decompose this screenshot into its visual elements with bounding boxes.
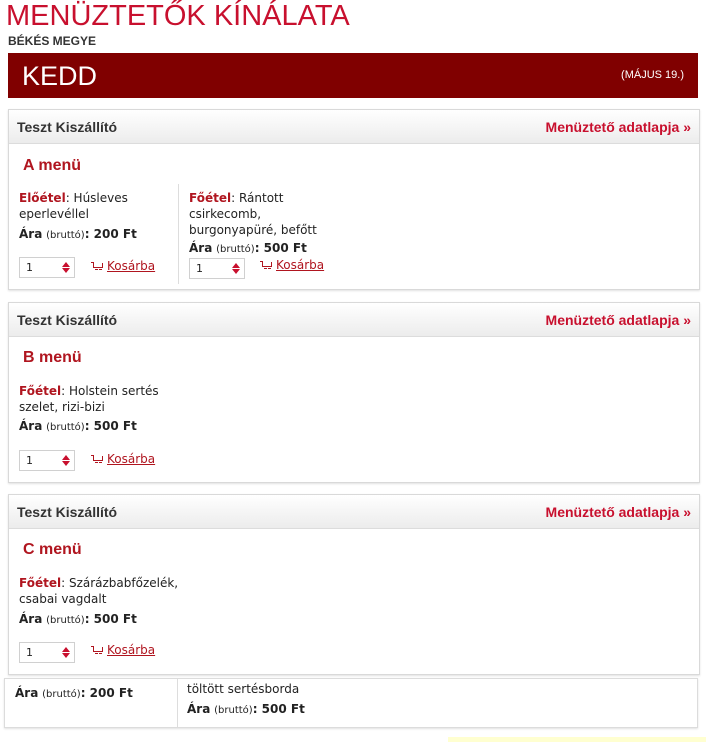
menu-title: C menü	[23, 541, 82, 558]
cart-icon	[91, 646, 103, 655]
cart-icon	[91, 262, 103, 271]
menu-item-main	[19, 575, 189, 607]
increment-icon[interactable]	[62, 647, 70, 652]
menu-title: A menü	[23, 157, 82, 174]
provider-details-link[interactable]: Menüztető adatlapja »	[545, 119, 691, 135]
highlight-strip	[448, 737, 706, 742]
partial-menu-row	[4, 678, 698, 728]
cart-icon	[91, 455, 103, 464]
decrement-icon[interactable]	[62, 461, 70, 466]
card-header	[9, 495, 699, 529]
item-price: Ára (bruttó): 500 Ft	[189, 241, 307, 255]
menu-item-main	[189, 190, 359, 238]
column-divider	[177, 679, 178, 727]
item-type-label: Előétel	[19, 191, 66, 205]
card-header	[9, 110, 699, 144]
decrement-icon[interactable]	[62, 268, 70, 273]
item-price: Ára (bruttó): 200 Ft	[15, 686, 133, 700]
item-description-cont: csabai vagdalt	[19, 592, 107, 606]
add-to-cart-link[interactable]: Kosárba	[91, 643, 155, 657]
increment-icon[interactable]	[62, 455, 70, 460]
day-date: (MÁJUS 19.)	[621, 69, 684, 81]
menu-item-main	[19, 383, 179, 415]
provider-details-link[interactable]: Menüztető adatlapja »	[545, 312, 691, 328]
region-label: BÉKÉS MEGYE	[8, 34, 97, 48]
provider-details-link[interactable]: Menüztető adatlapja »	[545, 504, 691, 520]
item-price: Ára (bruttó): 500 Ft	[187, 702, 305, 716]
item-description-cont: burgonyapüré, befőtt	[189, 223, 317, 237]
menu-title: B menü	[23, 349, 82, 366]
cart-icon	[260, 261, 272, 270]
item-type-label: Főétel	[19, 384, 62, 398]
increment-icon[interactable]	[232, 263, 240, 268]
item-description-cont: szelet, rizi-bizi	[19, 400, 105, 414]
quantity-value: 1	[26, 261, 33, 274]
menu-card-c	[8, 494, 700, 675]
item-description-cont: eperlevéllel	[19, 207, 89, 221]
provider-name: Teszt Kiszállító	[17, 504, 118, 520]
item-type-label: Főétel	[189, 191, 232, 205]
item-description: : Rántott	[231, 191, 284, 205]
card-header	[9, 303, 699, 337]
item-type-label: Főétel	[19, 576, 62, 590]
item-description: : Holstein sertés	[61, 384, 159, 398]
item-description: töltött sertésborda	[187, 682, 300, 696]
add-to-cart-link[interactable]: Kosárba	[91, 452, 155, 466]
menu-item-starter	[19, 190, 169, 222]
item-description: : Húsleves	[65, 191, 128, 205]
quantity-value: 1	[26, 646, 33, 659]
item-description-cont: csirkecomb,	[189, 207, 262, 221]
day-name: KEDD	[22, 61, 98, 91]
decrement-icon[interactable]	[62, 653, 70, 658]
page-title: MENÜZTETŐK KÍNÁLATA	[6, 0, 350, 32]
quantity-value: 1	[196, 262, 203, 275]
quantity-stepper[interactable]	[189, 258, 245, 279]
add-to-cart-link[interactable]: Kosárba	[260, 258, 324, 272]
quantity-stepper[interactable]	[19, 450, 75, 471]
quantity-stepper[interactable]	[19, 257, 75, 278]
add-to-cart-link[interactable]: Kosárba	[91, 259, 155, 273]
item-price: Ára (bruttó): 500 Ft	[19, 419, 137, 433]
quantity-stepper[interactable]	[19, 642, 75, 663]
column-divider	[178, 184, 179, 284]
item-description: : Szárázbabfőzelék,	[61, 576, 179, 590]
menu-card-b	[8, 302, 700, 483]
menu-card-a	[8, 109, 700, 290]
day-bar	[8, 53, 698, 98]
provider-name: Teszt Kiszállító	[17, 119, 118, 135]
decrement-icon[interactable]	[232, 269, 240, 274]
item-price: Ára (bruttó): 200 Ft	[19, 227, 137, 241]
increment-icon[interactable]	[62, 262, 70, 267]
quantity-value: 1	[26, 454, 33, 467]
item-price: Ára (bruttó): 500 Ft	[19, 612, 137, 626]
provider-name: Teszt Kiszállító	[17, 312, 118, 328]
